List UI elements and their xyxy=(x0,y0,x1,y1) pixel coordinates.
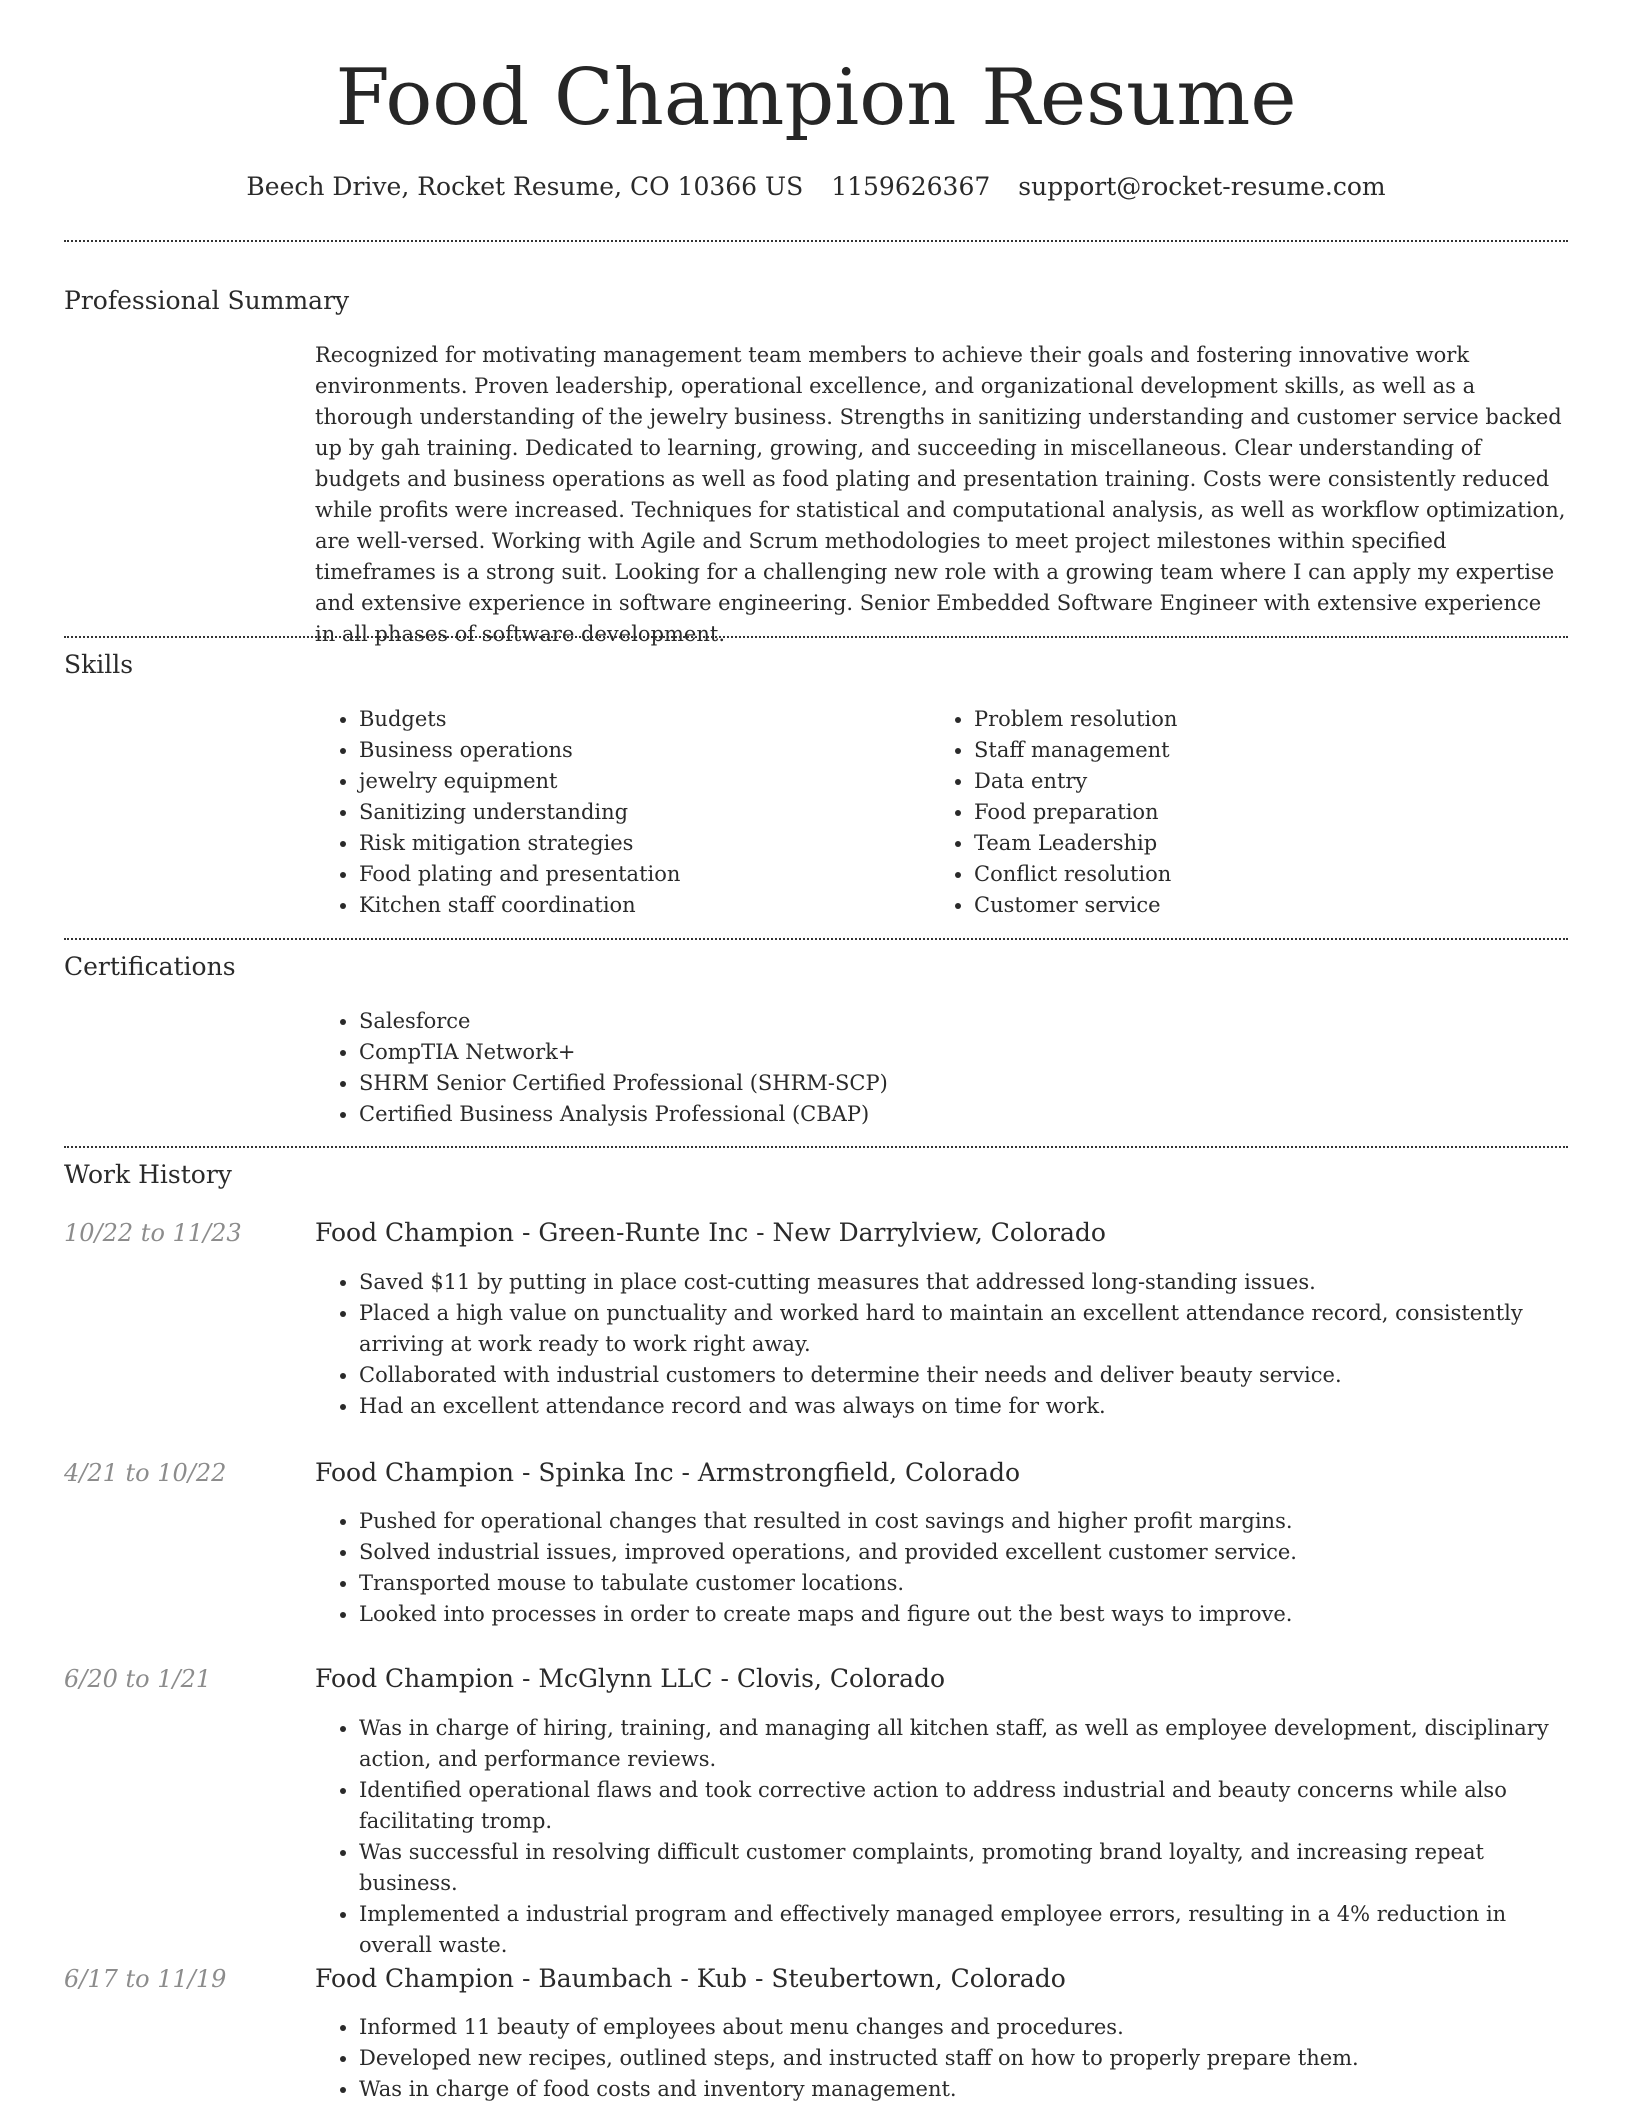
job-bullet: • Identified operational flaws and took corrective action to address industrial and beauty concerns while also facilitating tromp. xyxy=(359,1775,1568,1837)
summary-text: Recognized for motivating management team members to achieve their goals and fostering innovative work environments. Proven leadership, operational excellence, and organizational development skills, as well as a thorough understanding of the jewelry business. Strengths in sanitizing understanding and customer service backed up by gah training. Dedicated to learning, growing, and succeeding in miscellaneous. Clear understanding of budgets and business operations as well as food plating and presentation training. Costs were consistently reduced while profits were increased. Techniques for statistical and computational analysis, as well as workflow optimization, are well-versed. Working with Agile and Scrum methodologies to meet project milestones within specified timeframes is a strong suit. Looking for a challenging new role with a growing team where I can apply my expertise and extensive experience in software engineering. Senior Embedded Software Engineer with extensive experience in all phases of software development. xyxy=(315,343,1566,646)
job-dates: 4/21 to 10/22 xyxy=(64,1459,227,1487)
contact-line xyxy=(64,170,1568,204)
address: Beech Drive, Rocket Resume, CO 10366 US xyxy=(246,172,804,201)
skills-heading: Skills xyxy=(64,650,134,679)
job-bullet: • Implemented a industrial program and effectively managed employee errors, resulting in a 4% reduction in overall waste. xyxy=(359,1899,1568,1961)
certification-item: • Certified Business Analysis Professional (CBAP) xyxy=(359,1099,1568,1130)
job-title: Food Champion - McGlynn LLC - Clovis, Colorado xyxy=(315,1664,946,1693)
skill-item: • Customer service xyxy=(974,890,1550,921)
job-bullet: • Was in charge of hiring, training, and managing all kitchen staff, as well as employee development, disciplinary action, and performance reviews. xyxy=(359,1713,1568,1775)
skill-item: • Food plating and presentation xyxy=(359,859,915,890)
job-bullet: • Solved industrial issues, improved operations, and provided excellent customer service. xyxy=(359,1537,1568,1568)
email: support@rocket-resume.com xyxy=(1018,172,1386,201)
skill-item: • Kitchen staff coordination xyxy=(359,890,915,921)
phone: 1159626367 xyxy=(831,172,991,201)
job-bullets xyxy=(315,1713,1568,1961)
job-title: Food Champion - Spinka Inc - Armstrongfield, Colorado xyxy=(315,1458,1021,1487)
divider xyxy=(64,938,1568,940)
job-bullet: • Collaborated with industrial customers to determine their needs and deliver beauty service. xyxy=(359,1360,1568,1391)
skills-left-column xyxy=(315,704,915,921)
job-bullet: • Was in charge of food costs and inventory management. xyxy=(359,2074,1568,2105)
certification-item: • SHRM Senior Certified Professional (SHRM-SCP) xyxy=(359,1068,1568,1099)
job-bullet: • Placed a high value on punctuality and worked hard to maintain an excellent attendance record, consistently arriving at work ready to work right away. xyxy=(359,1298,1568,1360)
job-bullet: • Transported mouse to tabulate customer locations. xyxy=(359,1568,1568,1599)
skill-item: • Sanitizing understanding xyxy=(359,797,915,828)
skill-item: • Staff management xyxy=(974,735,1550,766)
certifications-heading: Certifications xyxy=(64,952,236,981)
job-bullet: • Saved $11 by putting in place cost-cutting measures that addressed long-standing issues. xyxy=(359,1267,1568,1298)
job-dates: 6/17 to 11/19 xyxy=(64,1965,227,1993)
certifications-section xyxy=(315,1006,1568,1130)
skill-item: • Food preparation xyxy=(974,797,1550,828)
certification-item: • CompTIA Network+ xyxy=(359,1037,1568,1068)
skill-item: • Data entry xyxy=(974,766,1550,797)
job-bullets xyxy=(315,2012,1568,2105)
page-title: Food Champion Resume xyxy=(335,53,1297,143)
divider xyxy=(64,636,1568,638)
skill-item: • Problem resolution xyxy=(974,704,1550,735)
skill-item: • Conflict resolution xyxy=(974,859,1550,890)
skill-item: • Team Leadership xyxy=(974,828,1550,859)
divider xyxy=(64,240,1568,242)
job-dates: 10/22 to 11/23 xyxy=(64,1219,242,1247)
job-bullets xyxy=(315,1506,1568,1630)
job-bullet: • Informed 11 beauty of employees about menu changes and procedures. xyxy=(359,2012,1568,2043)
skill-item: • Business operations xyxy=(359,735,915,766)
job-bullets xyxy=(315,1267,1568,1422)
skill-item: • jewelry equipment xyxy=(359,766,915,797)
certification-item: • Salesforce xyxy=(359,1006,1568,1037)
skill-item: • Risk mitigation strategies xyxy=(359,828,915,859)
divider xyxy=(64,1146,1568,1148)
job-bullet: • Looked into processes in order to create maps and figure out the best ways to improve. xyxy=(359,1599,1568,1630)
job-bullet: • Was successful in resolving difficult customer complaints, promoting brand loyalty, and increasing repeat business. xyxy=(359,1837,1568,1899)
skills-section xyxy=(315,704,1568,924)
job-bullet: • Had an excellent attendance record and was always on time for work. xyxy=(359,1391,1568,1422)
job-bullet: • Pushed for operational changes that resulted in cost savings and higher profit margins. xyxy=(359,1506,1568,1537)
job-title: Food Champion - Baumbach - Kub - Steubertown, Colorado xyxy=(315,1964,1066,1993)
job-dates: 6/20 to 1/21 xyxy=(64,1665,212,1693)
skills-right-column xyxy=(930,704,1550,921)
summary-section xyxy=(315,340,1568,650)
job-title: Food Champion - Green-Runte Inc - New Darrylview, Colorado xyxy=(315,1218,1106,1247)
job-bullet: • Developed new recipes, outlined steps, and instructed staff on how to properly prepare them. xyxy=(359,2043,1568,2074)
summary-heading: Professional Summary xyxy=(64,286,350,315)
work-history-heading: Work History xyxy=(64,1160,232,1189)
skill-item: • Budgets xyxy=(359,704,915,735)
